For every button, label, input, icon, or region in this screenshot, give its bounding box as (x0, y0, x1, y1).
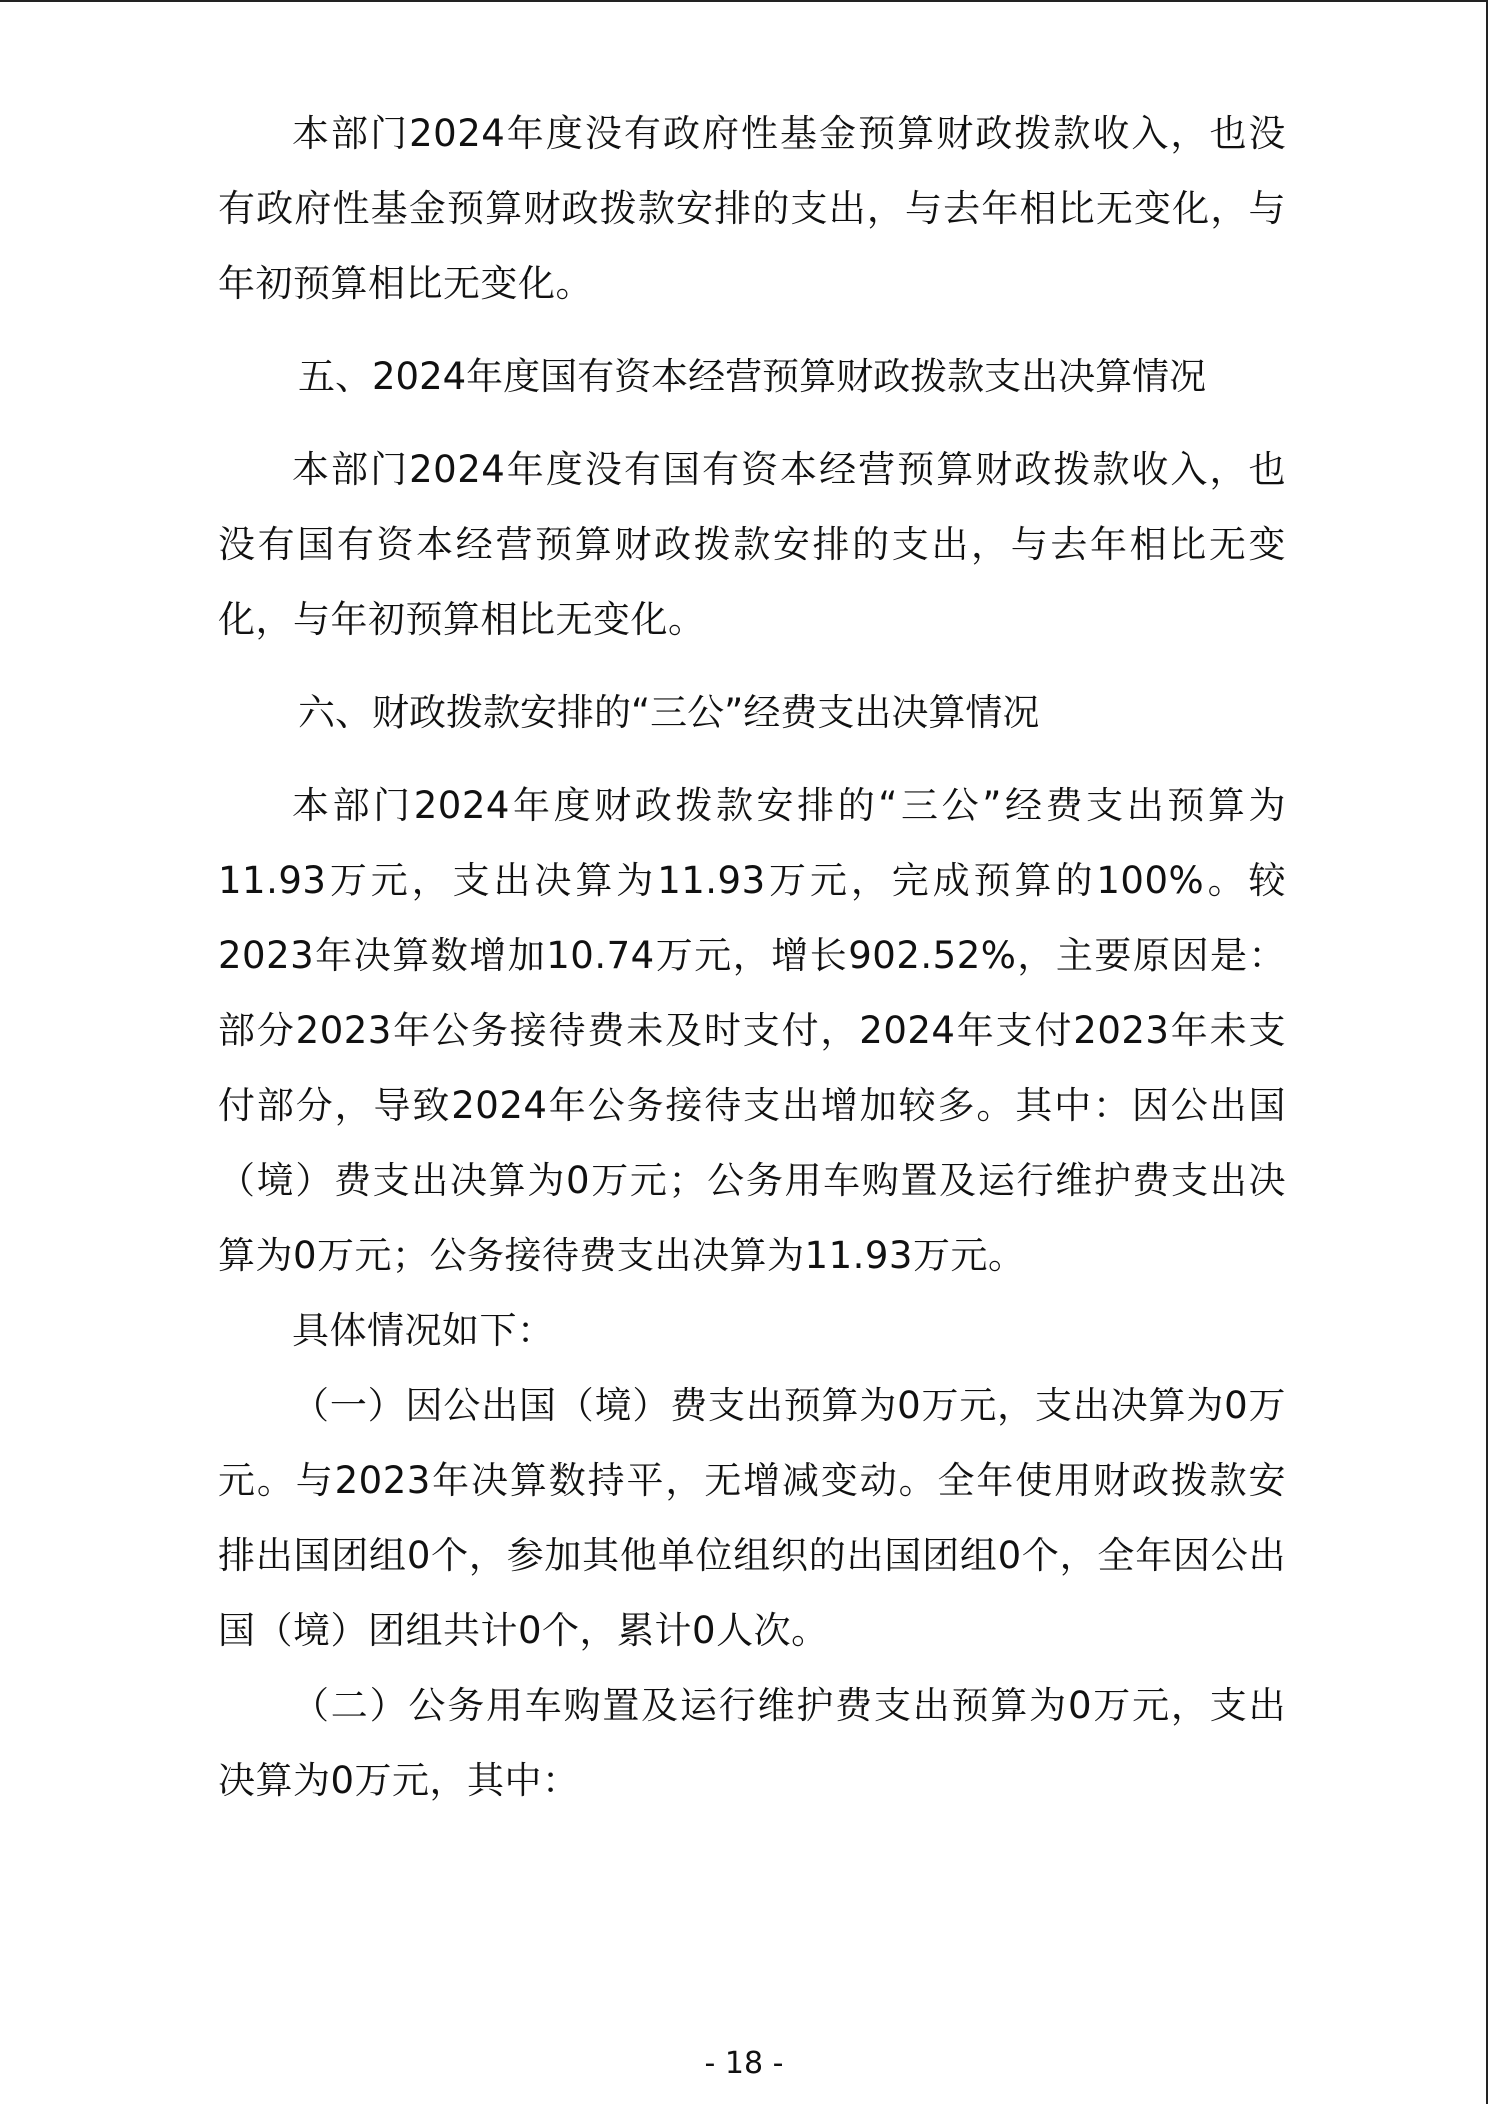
page-number: - 18 - (704, 2046, 784, 2081)
paragraph-gov-fund: 本部门2024年度没有政府性基金预算财政拨款收入，也没有政府性基金预算财政拨款安排的支出，与去年相比无变化，与年初预算相比无变化。 (218, 112, 1286, 305)
paragraph-official-vehicles: （二）公务用车购置及运行维护费支出预算为0万元，支出决算为0万元，其中： (218, 1684, 1286, 1802)
paragraph-details-intro: 具体情况如下： (292, 1309, 555, 1352)
paragraph-three-public-summary: 本部门2024年度财政拨款安排的“三公”经费支出预算为11.93万元，支出决算为11.93万元，完成预算的100%。较2023年决算数增加10.74万元，增长902.52%，主要原因是：部分2023年公务接待费未及时支付，2024年支付2023年未支付部分，导致2024年公务接待支出增加较多。其中：因公出国（境）费支出决算为0万元；公务用车购置及运行维护费支出决算为0万元；公务接待费支出决算为11.93万元。 (218, 784, 1286, 1277)
paragraph-overseas-travel: （一）因公出国（境）费支出预算为0万元，支出决算为0万元。与2023年决算数持平，无增减变动。全年使用财政拨款安排出国团组0个，参加其他单位组织的出国团组0个，全年因公出国（境）团组共计0个，累计0人次。 (218, 1384, 1286, 1652)
page-border-top (0, 0, 1488, 2)
section-heading-6: 六、财政拨款安排的“三公”经费支出决算情况 (298, 691, 1040, 734)
document-body (218, 96, 1286, 1818)
section-heading-5: 五、2024年度国有资本经营预算财政拨款支出决算情况 (298, 355, 1207, 398)
paragraph-state-capital: 本部门2024年度没有国有资本经营预算财政拨款收入，也没有国有资本经营预算财政拨款安排的支出，与去年相比无变化，与年初预算相比无变化。 (218, 448, 1286, 641)
